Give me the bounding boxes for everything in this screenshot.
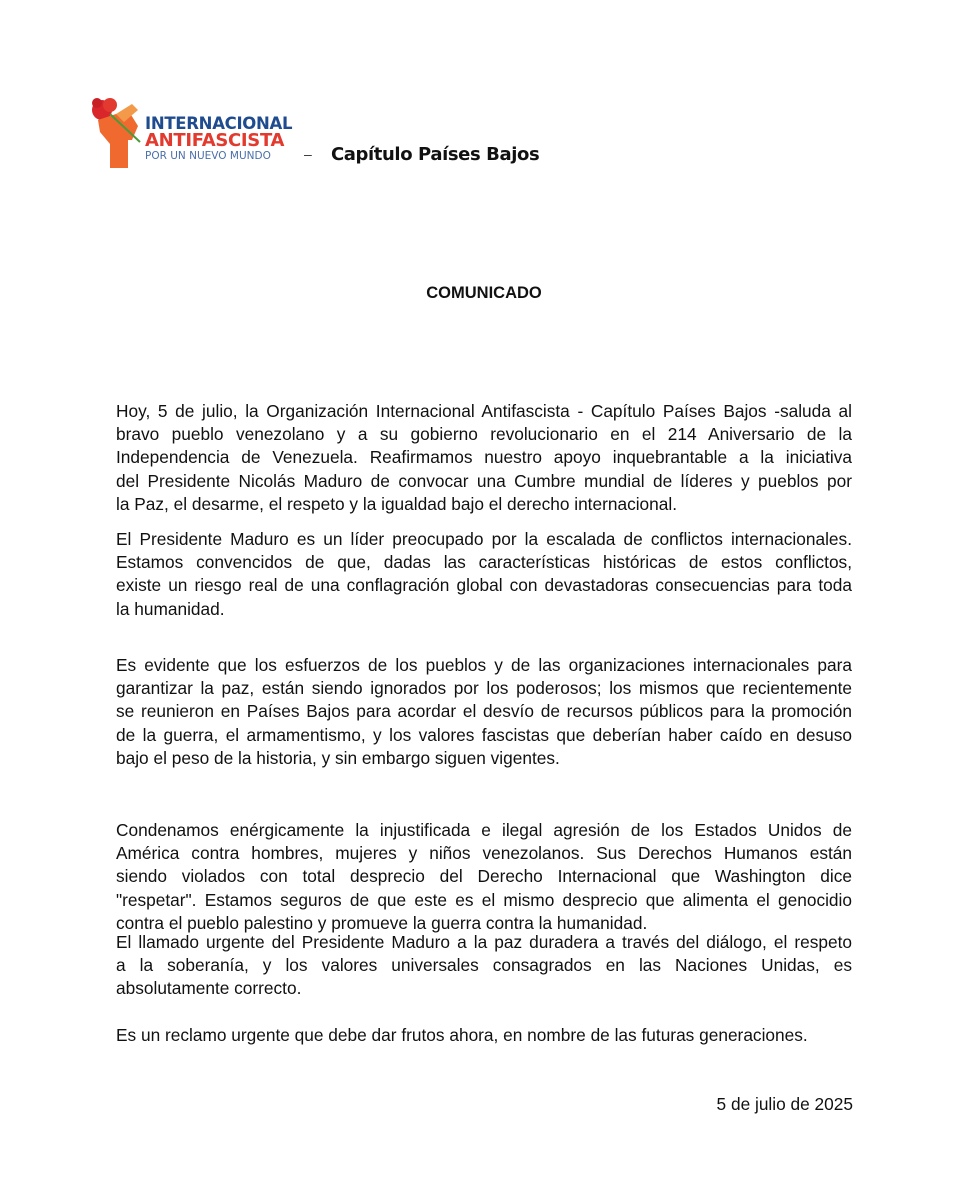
paragraph-line: se reunieron en Países Bajos para acordar el desvío de recursos públicos para la promoción: [116, 701, 852, 722]
paragraph-line: Hoy, 5 de julio, la Organización Internacional Antifascista - Capítulo Países Bajos -saluda al: [116, 401, 852, 421]
body-paragraph: [116, 931, 852, 1001]
paragraph-line: El Presidente Maduro es un líder preocupado por la escalada de conflictos internacionales.: [116, 529, 852, 549]
paragraph-line: Es un reclamo urgente que debe dar frutos ahora, en nombre de las futuras generaciones.: [116, 1025, 808, 1045]
document-date: 5 de julio de 2025: [716, 1094, 853, 1114]
paragraph-line: Es evidente que los esfuerzos de los pueblos y de las organizaciones internacionales para: [116, 655, 852, 675]
paragraph-line: bravo pueblo venezolano y a su gobierno revolucionario en el 214 Aniversario de la: [116, 424, 852, 445]
body-paragraph: [116, 400, 852, 516]
paragraph-line: Independencia de Venezuela. Reafirmamos nuestro apoyo inquebrantable a la iniciativa: [116, 447, 852, 468]
organization-logo-text: [145, 115, 292, 163]
chapter-name: Capítulo Países Bajos: [331, 144, 540, 165]
logo-line-1: INTERNACIONAL: [145, 114, 293, 133]
document-title: COMUNICADO: [426, 284, 542, 302]
paragraph-line: "respetar". Estamos seguros de que este es el mismo desprecio que alimenta el genocidio: [116, 889, 852, 910]
paragraph-line: la Paz, el desarme, el respeto y la igualdad bajo el derecho internacional.: [116, 493, 678, 514]
logo-line-2: ANTIFASCISTA: [145, 130, 285, 151]
paragraph-line: del Presidente Nicolás Maduro de convocar una Cumbre mundial de líderes y pueblos por: [116, 470, 852, 491]
body-paragraph: [116, 819, 852, 935]
header-dash: –: [304, 146, 312, 162]
paragraph-line: El llamado urgente del Presidente Maduro a la paz duradera a través del diálogo, el respeto: [116, 932, 852, 952]
paragraph-line: a la soberanía, y los valores universales consagrados en las Naciones Unidas, es: [116, 955, 852, 976]
paragraph-line: la humanidad.: [116, 598, 225, 619]
paragraph-line: América contra hombres, mujeres y niños venezolanos. Sus Derechos Humanos están: [116, 843, 852, 864]
paragraph-line: bajo el peso de la historia, y sin embargo siguen vigentes.: [116, 747, 560, 768]
paragraph-line: de la guerra, el armamentismo, y los valores fascistas que deberían haber caído en desuso: [116, 724, 852, 745]
paragraph-line: siendo violados con total desprecio del Derecho Internacional que Washington dice: [116, 866, 852, 887]
body-paragraph: [116, 654, 852, 770]
paragraph-line: garantizar la paz, están siendo ignorados por los poderosos; los mismos que recientemente: [116, 678, 852, 699]
body-paragraph: [116, 1024, 852, 1047]
paragraph-line: existe un riesgo real de una conflagración global con devastadoras consecuencias para toda: [116, 575, 852, 596]
paragraph-line: contra el pueblo palestino y promueve la guerra contra la humanidad.: [116, 912, 648, 933]
paragraph-line: Condenamos enérgicamente la injustificada e ilegal agresión de los Estados Unidos de: [116, 820, 852, 840]
paragraph-line: absolutamente correcto.: [116, 978, 302, 999]
body-paragraph: [116, 528, 852, 621]
paragraph-line: Estamos convencidos de que, dadas las características históricas de estos conflictos,: [116, 552, 852, 573]
logo-line-3: POR UN NUEVO MUNDO: [145, 150, 271, 162]
